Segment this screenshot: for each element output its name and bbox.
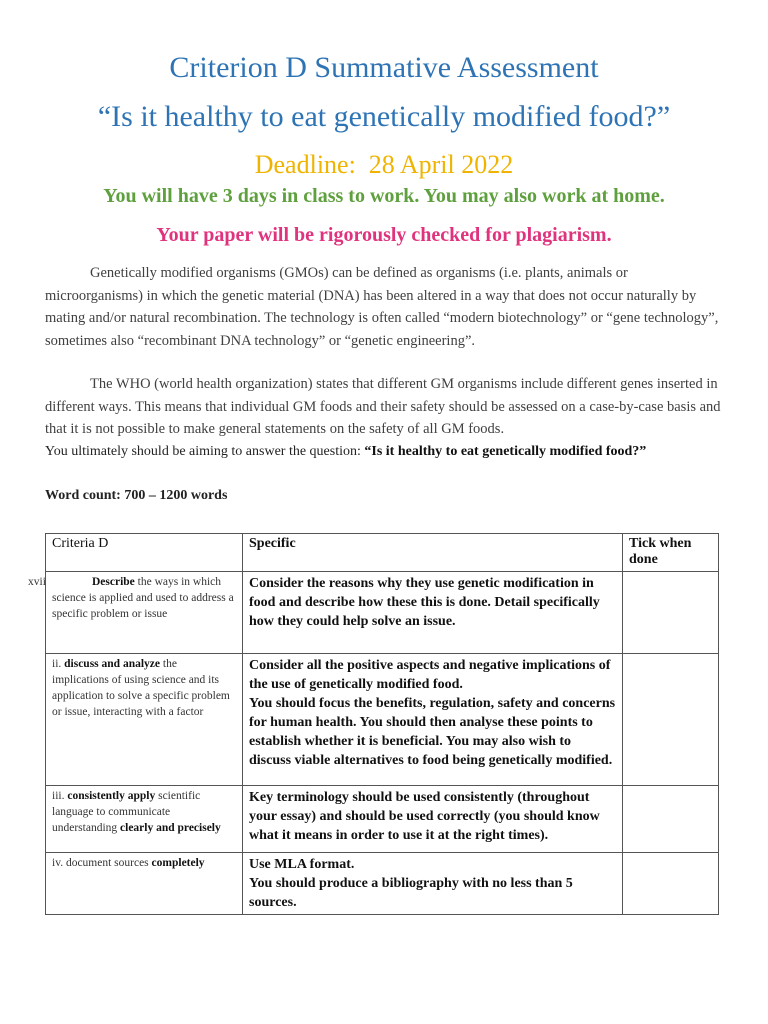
deadline [0, 149, 768, 181]
plagiarism-warning: Your paper will be rigorously checked for plagiarism. [156, 224, 612, 246]
tick-cell[interactable] [623, 654, 719, 786]
table-row [46, 853, 719, 915]
page-title: Criterion D Summative Assessment [169, 51, 599, 84]
header-tick: Tick when done [623, 534, 719, 572]
criteria-cell [46, 786, 243, 853]
specific-line: Use MLA format. [249, 857, 355, 872]
specific-cell: Consider the reasons why they use genetic modification in food and describe how these this is done. Detail specifically how they could help solve an issue. [243, 572, 623, 654]
specific-line: You should focus the benefits, regulation, safety and concerns for human health. You should then analyse these points to establish whether it is beneficial. You may also wish to discuss viable alternatives to food being genetically modified. [249, 696, 616, 768]
row-marker: xvii [28, 576, 46, 588]
criteria-keyword: discuss and analyze [64, 658, 160, 670]
tick-cell[interactable] [623, 786, 719, 853]
table-header-row [46, 534, 719, 572]
header-specific: Specific [243, 534, 623, 572]
essay-question: “Is it healthy to eat genetically modified food?” [97, 100, 671, 133]
tick-cell[interactable] [623, 572, 719, 654]
criteria-keyword: consistently apply [67, 790, 156, 802]
criteria-cell [46, 654, 243, 786]
criteria-cell [28, 572, 243, 654]
aim-statement [45, 441, 646, 463]
aim-question: “Is it healthy to eat genetically modified food?” [364, 444, 647, 459]
word-count: Word count: 700 – 1200 words [45, 488, 228, 503]
criteria-text: scientific language to communicate understanding [52, 790, 201, 834]
tick-cell[interactable] [623, 853, 719, 915]
deadline-text: Deadline: 28 April 2022 [254, 150, 514, 179]
table-row [46, 654, 719, 786]
aim-prefix: You ultimately should be aiming to answer the question: [45, 444, 365, 459]
specific-cell: Key terminology should be used consistently (throughout your essay) and should be used correctly (you should know what it means in order to use it at the right times). [243, 786, 623, 853]
table-row [46, 572, 719, 654]
specific-cell [243, 853, 623, 915]
header-criteria: Criteria D [46, 534, 243, 572]
specific-cell [243, 654, 623, 786]
class-days-note: You will have 3 days in class to work. You may also work at home. [103, 185, 665, 207]
criteria-keyword: completely [151, 857, 205, 869]
specific-line: Consider all the positive aspects and negative implications of the use of genetically modified food. [249, 658, 611, 692]
criteria-keyword: clearly and precisely [120, 822, 221, 834]
criteria-keyword: Describe [92, 576, 135, 588]
criteria-cell [46, 853, 243, 915]
criteria-prefix: ii. [52, 658, 65, 670]
criteria-prefix: iii. [52, 790, 68, 802]
criteria-prefix: iv. document sources [52, 857, 152, 869]
who-paragraph: The WHO (world health organization) states that different GM organisms include different genes inserted in different ways. This means that individual GM foods and their safety should be assessed on a case-by-case basis and that it is not possible to make general statements on the safety of all GM foods. [45, 376, 721, 437]
table-row [46, 786, 719, 853]
criteria-text: the implications of using science and its application to solve a specific problem or issue, interacting with a factor [52, 658, 230, 718]
criteria-text: the ways in which science is applied and used to address a specific problem or issue [52, 576, 234, 620]
specific-line: You should produce a bibliography with no less than 5 sources. [249, 876, 573, 910]
criteria-table [28, 533, 719, 915]
intro-paragraph: Genetically modified organisms (GMOs) can be defined as organisms (i.e. plants, animals or microorganisms) in which the genetic material (DNA) has been altered in a way that does not occur naturally by mating and/or natural recombination. The technology is often called “modern biotechnology” or “gene technology”, sometimes also “recombinant DNA technology” or “genetic engineering”. [45, 265, 719, 349]
